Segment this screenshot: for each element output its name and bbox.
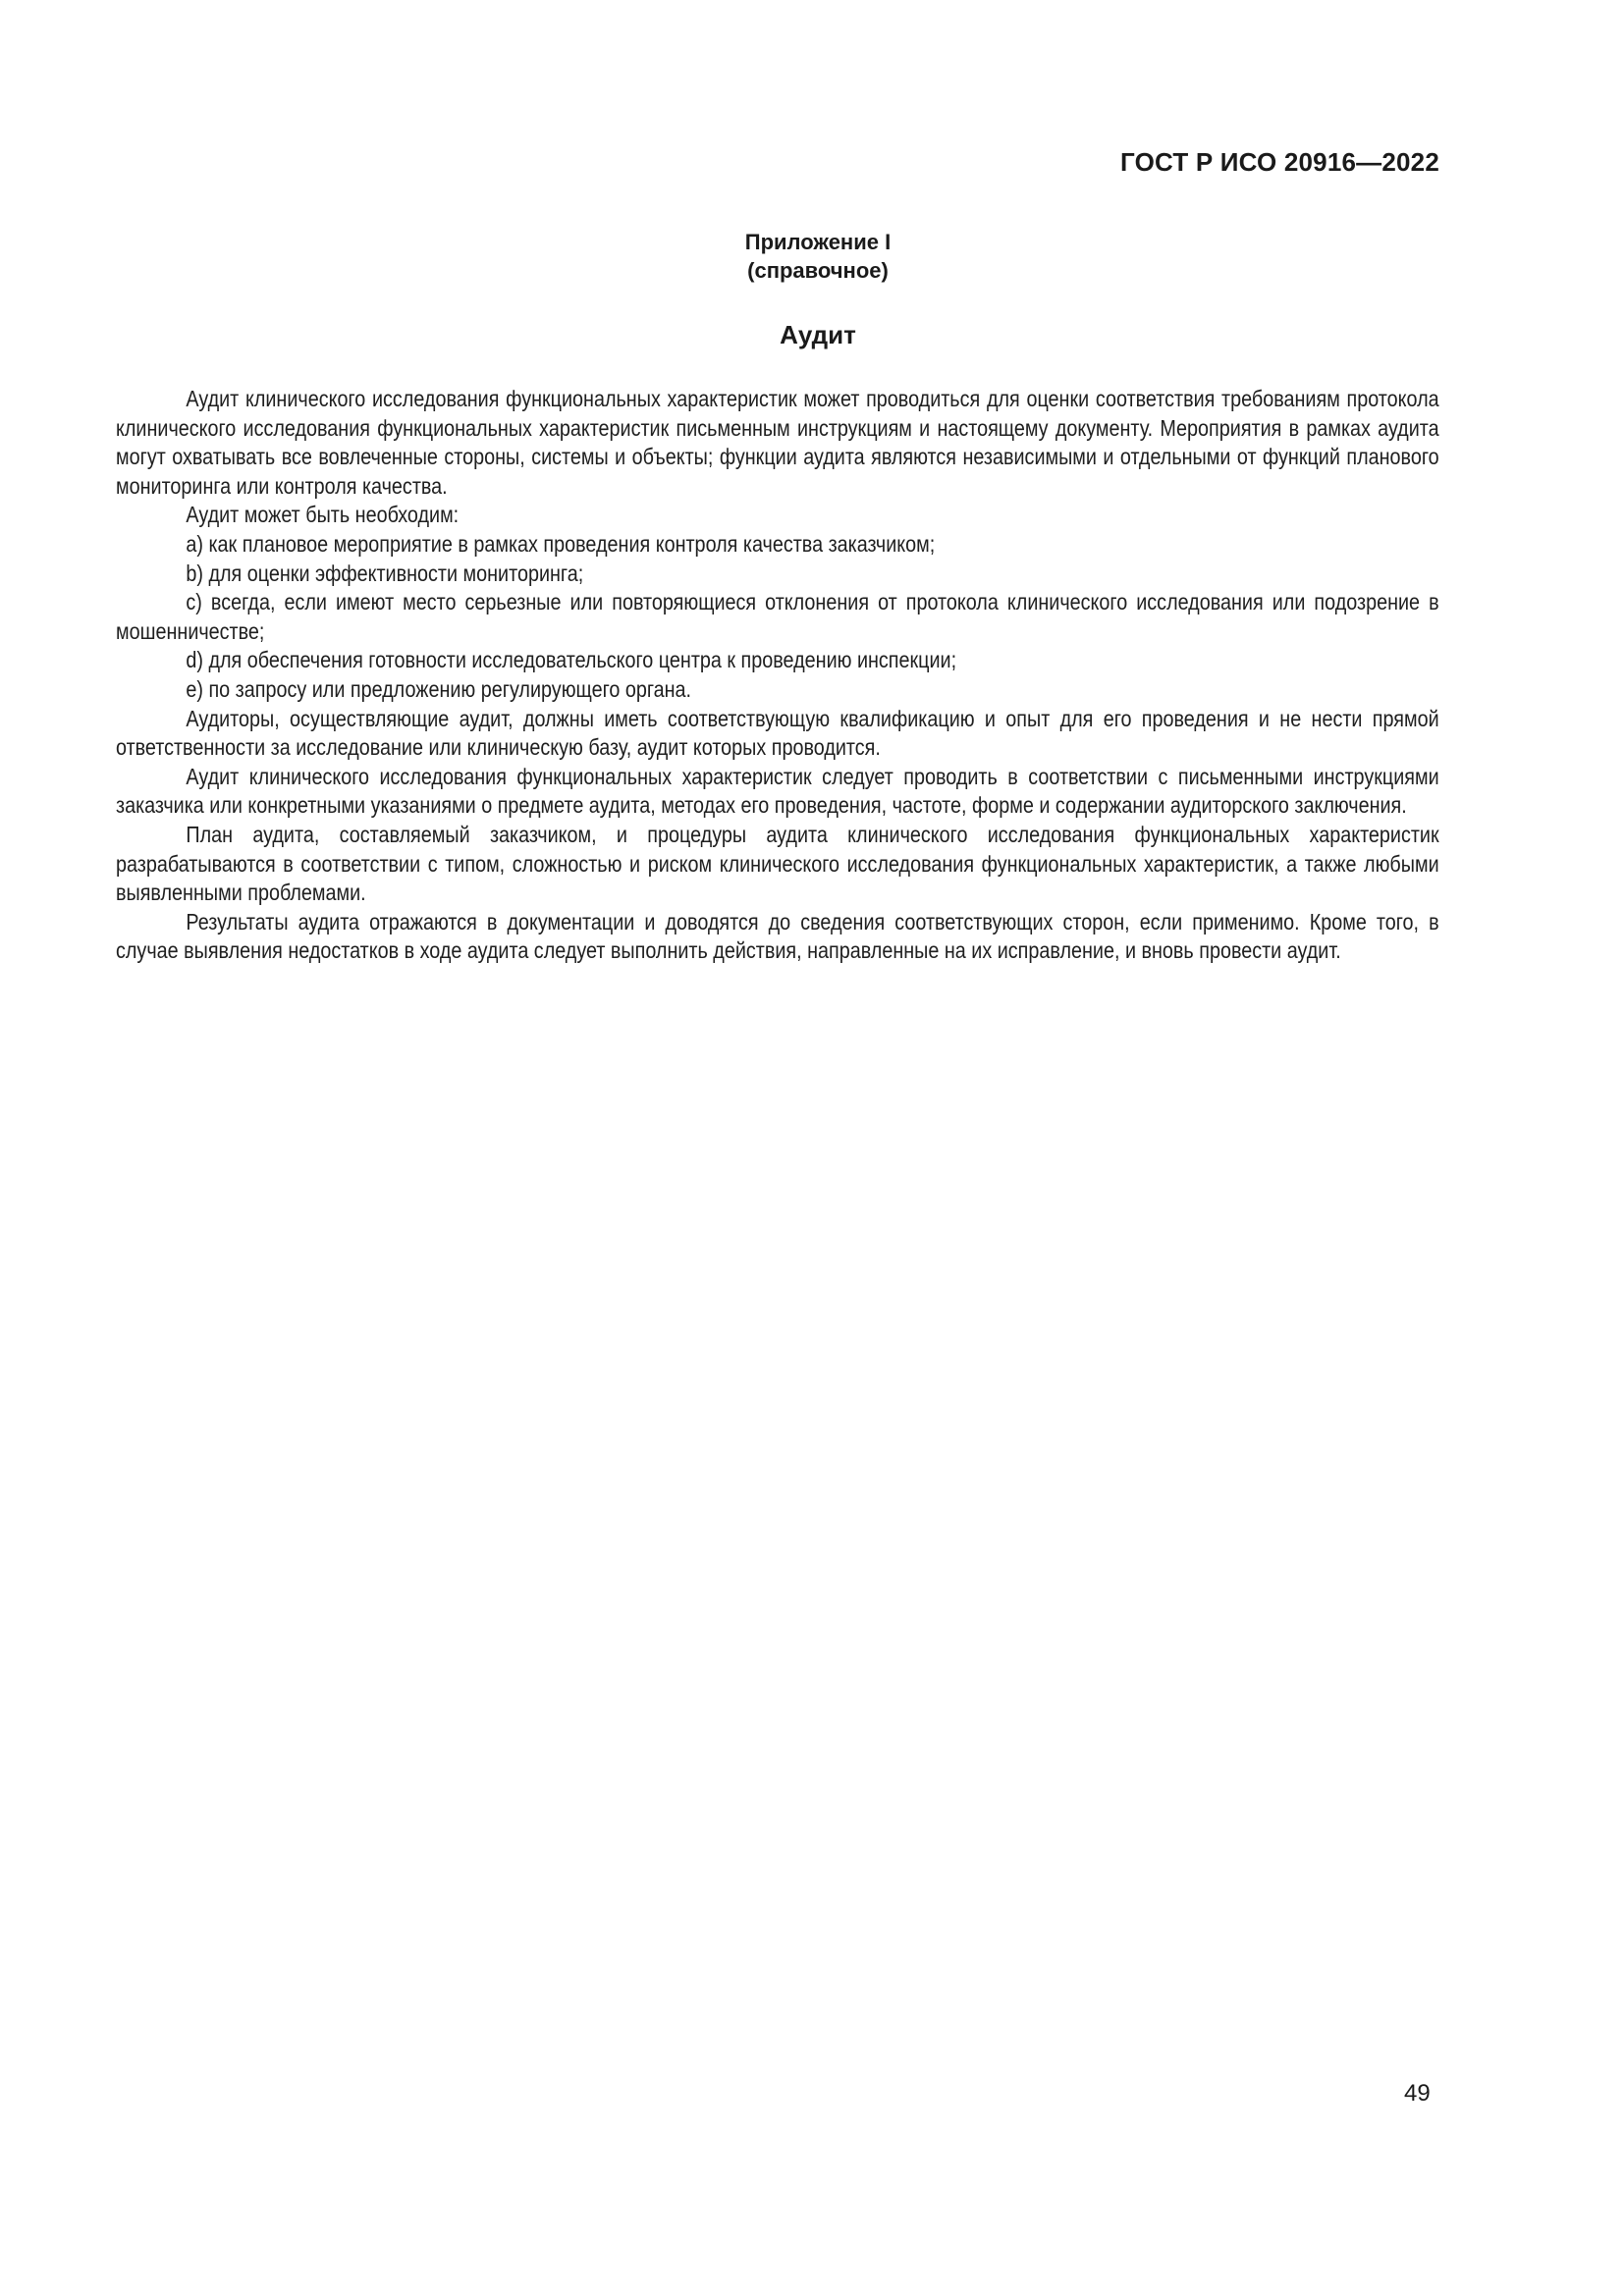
paragraph-instructions: Аудит клинического исследования функциональных характеристик следует проводить в соответствии с письменными инструкциями заказчика или конкретными указаниями о предмете аудита, методах его проведения, частоте, форме и содержании аудиторского заключения. [116, 763, 1439, 819]
document-code-header: ГОСТ Р ИСО 20916—2022 [1119, 147, 1439, 177]
paragraph-audit-plan: План аудита, составляемый заказчиком, и процедуры аудита клинического исследования функциональных характеристик разрабатываются в соответствии с типом, сложностью и риском клинического исследования функциональных характеристик, а также любыми выявленными проблемами. [116, 821, 1439, 906]
paragraph-results: Результаты аудита отражаются в документации и доводятся до сведения соответствующих сторон, если применимо. Кроме того, в случае выявления недостатков в ходе аудита следует выполнить действия, направленные на их исправление, и вновь провести аудит. [116, 908, 1439, 964]
paragraph-intro: Аудит клинического исследования функциональных характеристик может проводиться для оценки соответствия требованиям протокола клинического исследования функциональных характеристик письменным инструкциям и настоящему документу. Мероприятия в рамках аудита могут охватывать все вовлеченные стороны, системы и объекты; функции аудита являются независимыми и отдельными от функций планового мониторинга или контроля качества. [116, 386, 1439, 499]
page-number: 49 [1404, 2080, 1431, 2107]
annex-heading [0, 228, 1624, 285]
list-item-e: e) по запросу или предложению регулирующего органа. [186, 675, 692, 702]
annex-title: Приложение I [744, 230, 892, 254]
paragraph-list-lead: Аудит может быть необходим: [186, 502, 460, 528]
list-item-d: d) для обеспечения готовности исследовательского центра к проведению инспекции; [186, 647, 957, 673]
body-text [116, 385, 1439, 966]
list-item-c: c) всегда, если имеют место серьезные или повторяющиеся отклонения от протокола клинического исследования или подозрение в мошенничестве; [116, 589, 1439, 644]
annex-status: (справочное) [747, 258, 889, 283]
list-item-a: a) как плановое мероприятие в рамках проведения контроля качества заказчиком; [186, 530, 936, 557]
list-item-b: b) для оценки эффективности мониторинга; [186, 560, 584, 586]
paragraph-auditors: Аудиторы, осуществляющие аудит, должны иметь соответствующую квалификацию и опыт для его проведения и не нести прямой ответственности за исследование или клиническую базу, аудит которых проводится. [116, 705, 1439, 761]
section-title: Аудит [780, 320, 856, 349]
